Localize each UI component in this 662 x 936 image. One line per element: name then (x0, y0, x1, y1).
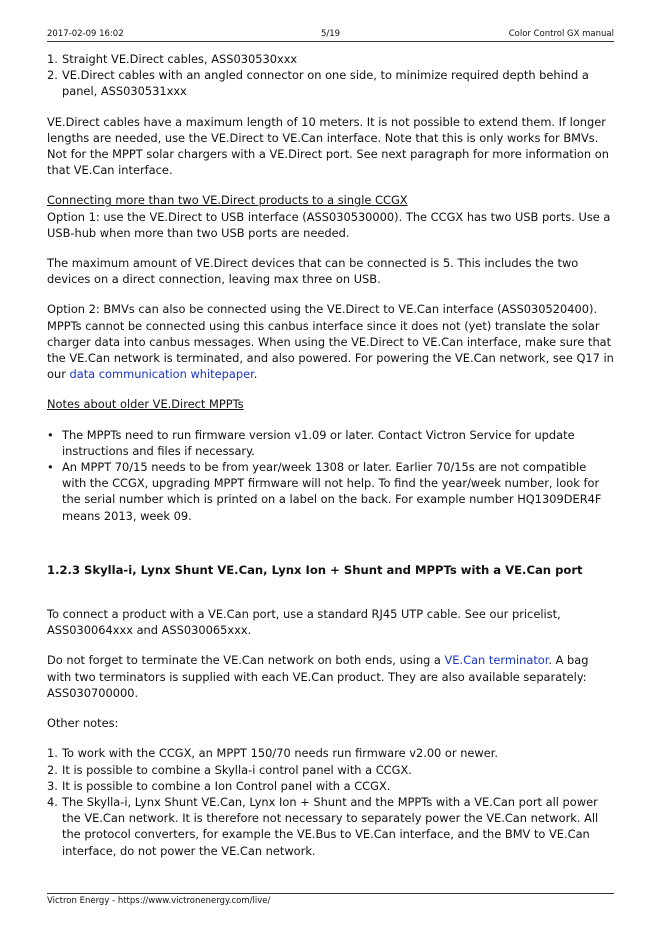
option-2-end: . (253, 367, 258, 382)
paragraph-other-notes: Other notes: (47, 716, 119, 731)
list-item (47, 762, 614, 778)
list-number: 4. (47, 794, 58, 809)
bullet: • (47, 427, 54, 442)
paragraph-connect: To connect a product with a VE.Can port, use a standard RJ45 UTP cable. See our pricelist, ASS030064xxx and ASS030065xxx. (47, 607, 561, 638)
page-footer: Victron Energy - https://www.victronenergy.com/live/ (47, 893, 614, 906)
option-2-text: Option 2: BMVs can also be connected using the VE.Direct to VE.Can interface (ASS030520400). MPPTs cannot be connected using this canbus interface since it does not (yet) translate the solar charger data into canbus messages. When using the VE.Direct to VE.Can interface, make sure that the VE.Can network is terminated, and also powered. For powering the VE.Can network, see Q17 in our (47, 302, 614, 382)
page-header (47, 29, 614, 42)
list-item (47, 67, 614, 99)
terminate-text: Do not forget to terminate the VE.Can network on both ends, using a (47, 653, 441, 668)
cable-list (47, 51, 614, 100)
list-item (47, 459, 614, 524)
list-item (47, 794, 614, 859)
heading-older-mppts: Notes about older VE.Direct MPPTs (47, 397, 244, 412)
list-text: Straight VE.Direct cables, ASS030530xxx (62, 52, 298, 66)
other-notes-list (47, 745, 614, 858)
list-number: 1. (47, 746, 58, 761)
list-text: The Skylla-i, Lynx Shunt VE.Can, Lynx Ion + Shunt and the MPPTs with a VE.Can port all power the VE.Can network. It is therefore not necessary to separately power the VE.Can network. All the protocol converters, for example the VE.Bus to VE.Can interface, and the BMV to VE.Can interface, do not power the VE.Can network. (62, 794, 599, 858)
list-text: It is possible to combine a Ion Control panel with a CCGX. (62, 778, 391, 793)
list-number: 2. (47, 762, 58, 777)
section-heading-1-2-3: 1.2.3 Skylla-i, Lynx Shunt VE.Can, Lynx Ion + Shunt and MPPTs with a VE.Can port (47, 562, 583, 577)
whitepaper-link[interactable]: data communication whitepaper (69, 367, 254, 382)
list-item (47, 51, 614, 67)
list-item (47, 778, 614, 794)
paragraph-max-devices: The maximum amount of VE.Direct devices that can be connected is 5. This includes the two devices on a direct connection, leaving max three on USB. (47, 256, 579, 287)
list-number: 3. (47, 778, 58, 793)
bullet: • (47, 460, 54, 475)
paragraph-cable-length: VE.Direct cables have a maximum length of 10 meters. It is not possible to extend them. If longer lengths are needed, use the VE.Direct to VE.Can interface. Note that this is only works for BMVs. Not for the MPPT solar chargers with a VE.Direct port. See next paragraph for more information on that VE.Can interface. (47, 114, 609, 178)
paragraph-terminate (47, 652, 614, 701)
list-text: It is possible to combine a Skylla-i control panel with a CCGX. (62, 762, 412, 777)
list-number: 2. (47, 68, 58, 83)
terminator-link[interactable]: VE.Can terminator (444, 653, 549, 668)
list-text: To work with the CCGX, an MPPT 150/70 needs run firmware v2.00 or newer. (62, 746, 499, 761)
header-doc-title: Color Control GX manual (508, 29, 614, 39)
list-text: The MPPTs need to run firmware version v1.09 or later. Contact Victron Service for update instructions and files if necessary. (62, 427, 575, 458)
paragraph-option-1: Option 1: use the VE.Direct to USB interface (ASS030530000). The CCGX has two USB ports. Use a USB-hub when more than two USB ports are needed. (47, 209, 611, 240)
page-content (47, 51, 614, 859)
list-text: VE.Direct cables with an angled connector on one side, to minimize required depth behind a panel, ASS030531xxx (62, 68, 589, 99)
header-page-number: 5/19 (320, 29, 341, 39)
older-mppt-list (47, 427, 614, 524)
list-number: 1. (47, 52, 58, 66)
header-date: 2017-02-09 16:02 (47, 29, 124, 39)
terminate-text-end: . A bag with two terminators is supplied with each VE.Can product. They are also available separately: ASS030700000. (47, 653, 589, 700)
list-item (47, 745, 614, 761)
list-text: An MPPT 70/15 needs to be from year/week 1308 or later. Earlier 70/15s are not compatible with the CCGX, upgrading MPPT firmware will not help. To find the year/week number, look for the serial number which is printed on a label on the back. For example number HQ1309DER4F means 2013, week 09. (62, 460, 602, 523)
heading-more-than-two: Connecting more than two VE.Direct products to a single CCGX (47, 193, 408, 208)
paragraph-option-2 (47, 301, 614, 382)
list-item (47, 427, 614, 459)
